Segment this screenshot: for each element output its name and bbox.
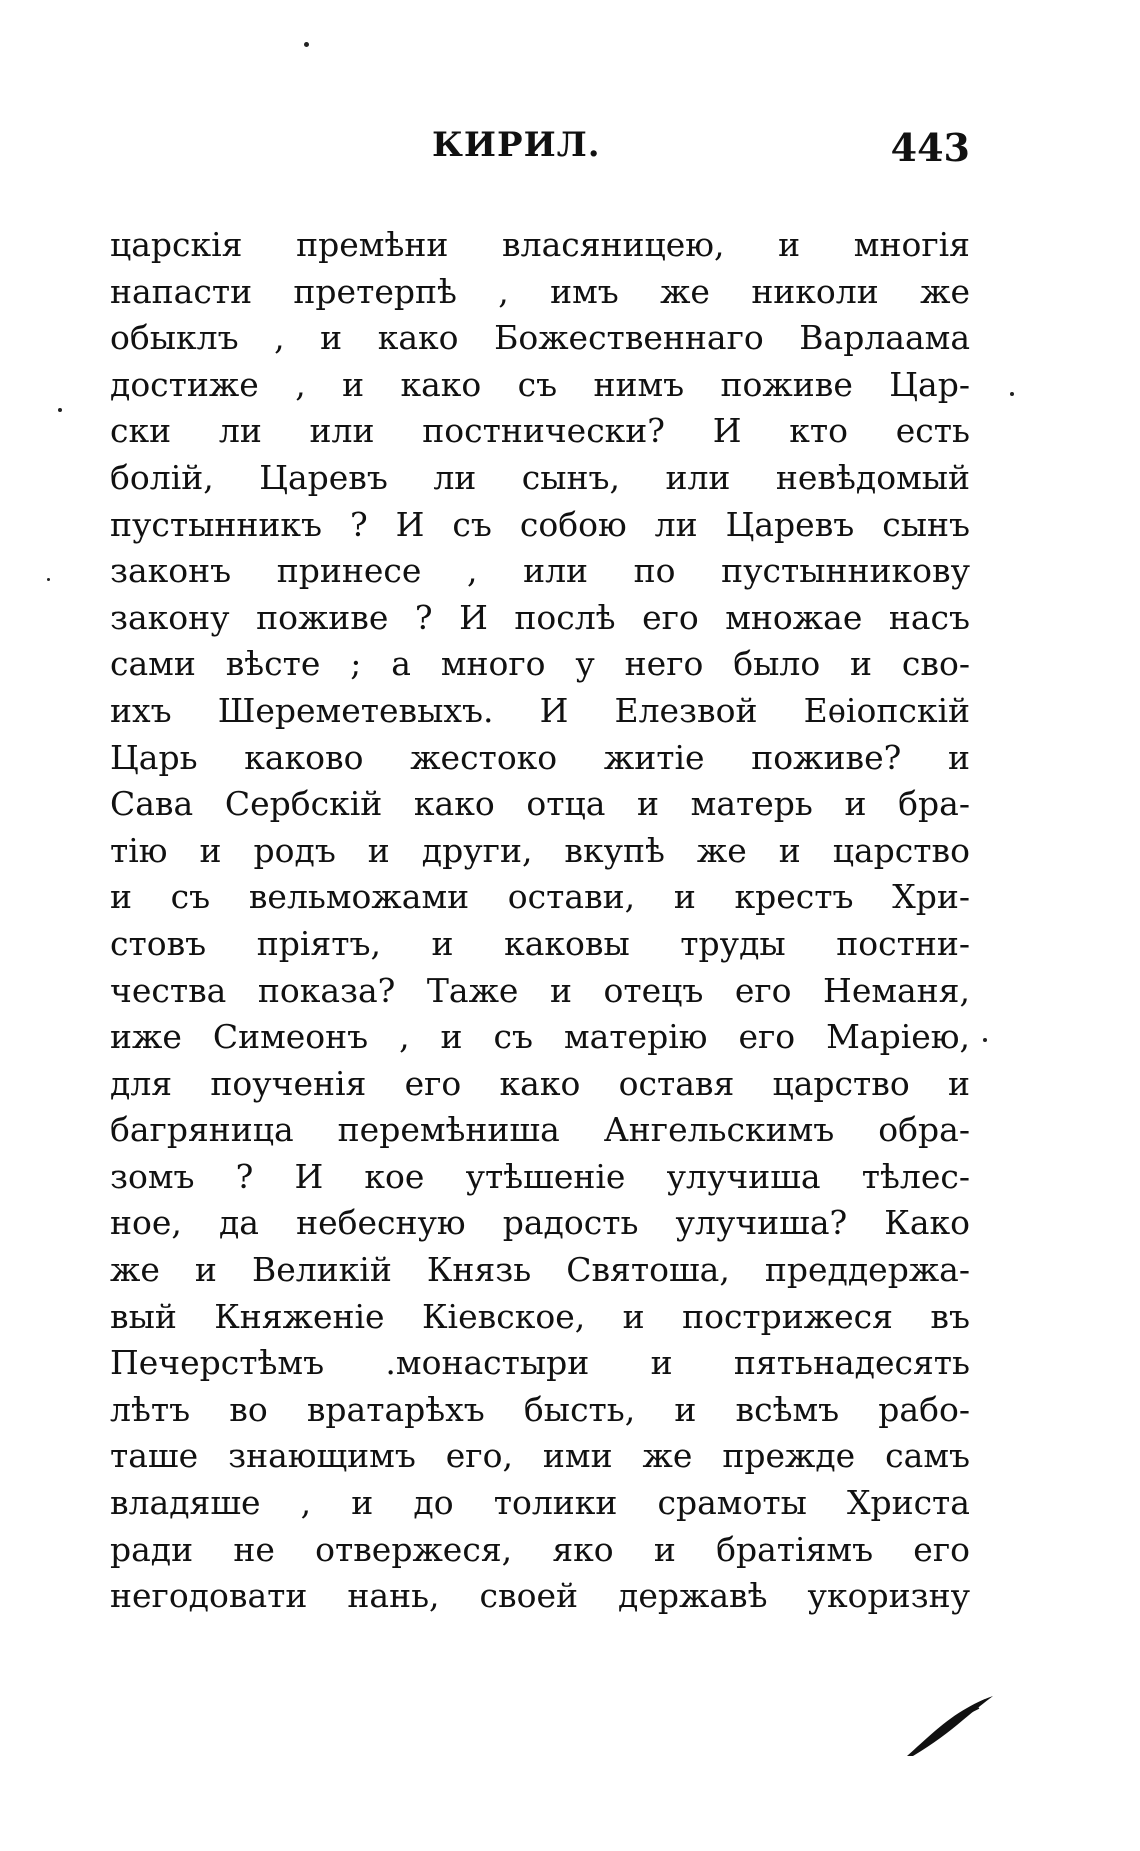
text-line: багряница перемѣниша Ангельскимъ обра- (110, 1110, 970, 1150)
text-line: достиже , и како съ нимъ поживе Цар- (110, 364, 970, 404)
text-line: обыклъ , и како Божественнаго Варлаама (110, 318, 970, 358)
ink-speck (1010, 392, 1014, 396)
ink-speck (304, 42, 309, 47)
quill-flourish-icon (905, 1690, 995, 1760)
text-line: болій, Царевъ ли сынъ, или невѣдомый (110, 457, 970, 497)
page-header (110, 125, 970, 175)
text-line: напасти претерпѣ , имъ же николи же (110, 271, 970, 311)
text-line: пустынникъ ? И съ собою ли Царевъ сынъ (110, 504, 970, 544)
text-line: царскія премѣни власяницею, и многія (110, 225, 970, 264)
text-line: ихъ Шереметевыхъ. И Елезвой Еѳіопскій (110, 690, 970, 730)
text-line: же и Великій Князь Святоша, преддержа- (110, 1250, 970, 1290)
page-number: 443 (890, 125, 970, 170)
body-text (110, 222, 970, 1620)
text-line: закону поживе ? И послѣ его множае насъ (110, 597, 970, 637)
text-line: Царь каково жестоко житіе поживе? и (110, 737, 970, 777)
text-line: чества показа? Таже и отецъ его Неманя, (110, 970, 970, 1010)
ink-speck (983, 1038, 987, 1042)
text-line: зомъ ? И кое утѣшеніе улучиша тѣлес- (110, 1156, 970, 1196)
text-line: и съ вельможами остави, и крестъ Хри- (110, 877, 970, 917)
text-line: стовъ пріятъ, и каковы труды постни- (110, 923, 970, 963)
text-line: таше знающимъ его, ими же прежде самъ (110, 1436, 970, 1476)
ink-speck (58, 408, 62, 412)
ink-speck (47, 578, 50, 581)
text-line: сами вѣсте ; а много у него было и сво- (110, 644, 970, 684)
text-line: законъ принесе , или по пустынникову (110, 551, 970, 591)
text-line: иже Симеонъ , и съ матерію его Маріею, (110, 1017, 970, 1057)
text-line: Печерстѣмъ .монастыри и пятьнадесять (110, 1343, 970, 1383)
text-line: ски ли или постнически? И кто есть (110, 411, 970, 451)
text-line: ное, да небесную радость улучиша? Како (110, 1203, 970, 1243)
text-line: негодовати нань, своей державѣ укоризну (110, 1576, 970, 1616)
text-line: Сава Сербскій како отца и матерь и бра- (110, 784, 970, 824)
text-line: лѣтъ во вратарѣхъ бысть, и всѣмъ рабо- (110, 1389, 970, 1429)
running-head: КИРИЛ. (432, 125, 601, 165)
text-line: вый Княженіе Кіевское, и пострижеся въ (110, 1296, 970, 1336)
text-line: для поученія его како оставя царство и (110, 1063, 970, 1103)
text-line: тію и родъ и други, вкупѣ же и царство (110, 830, 970, 870)
text-line: ради не отвержеся, яко и братіямъ его (110, 1529, 970, 1569)
text-line: владяше , и до толики срамоты Христа (110, 1483, 970, 1523)
